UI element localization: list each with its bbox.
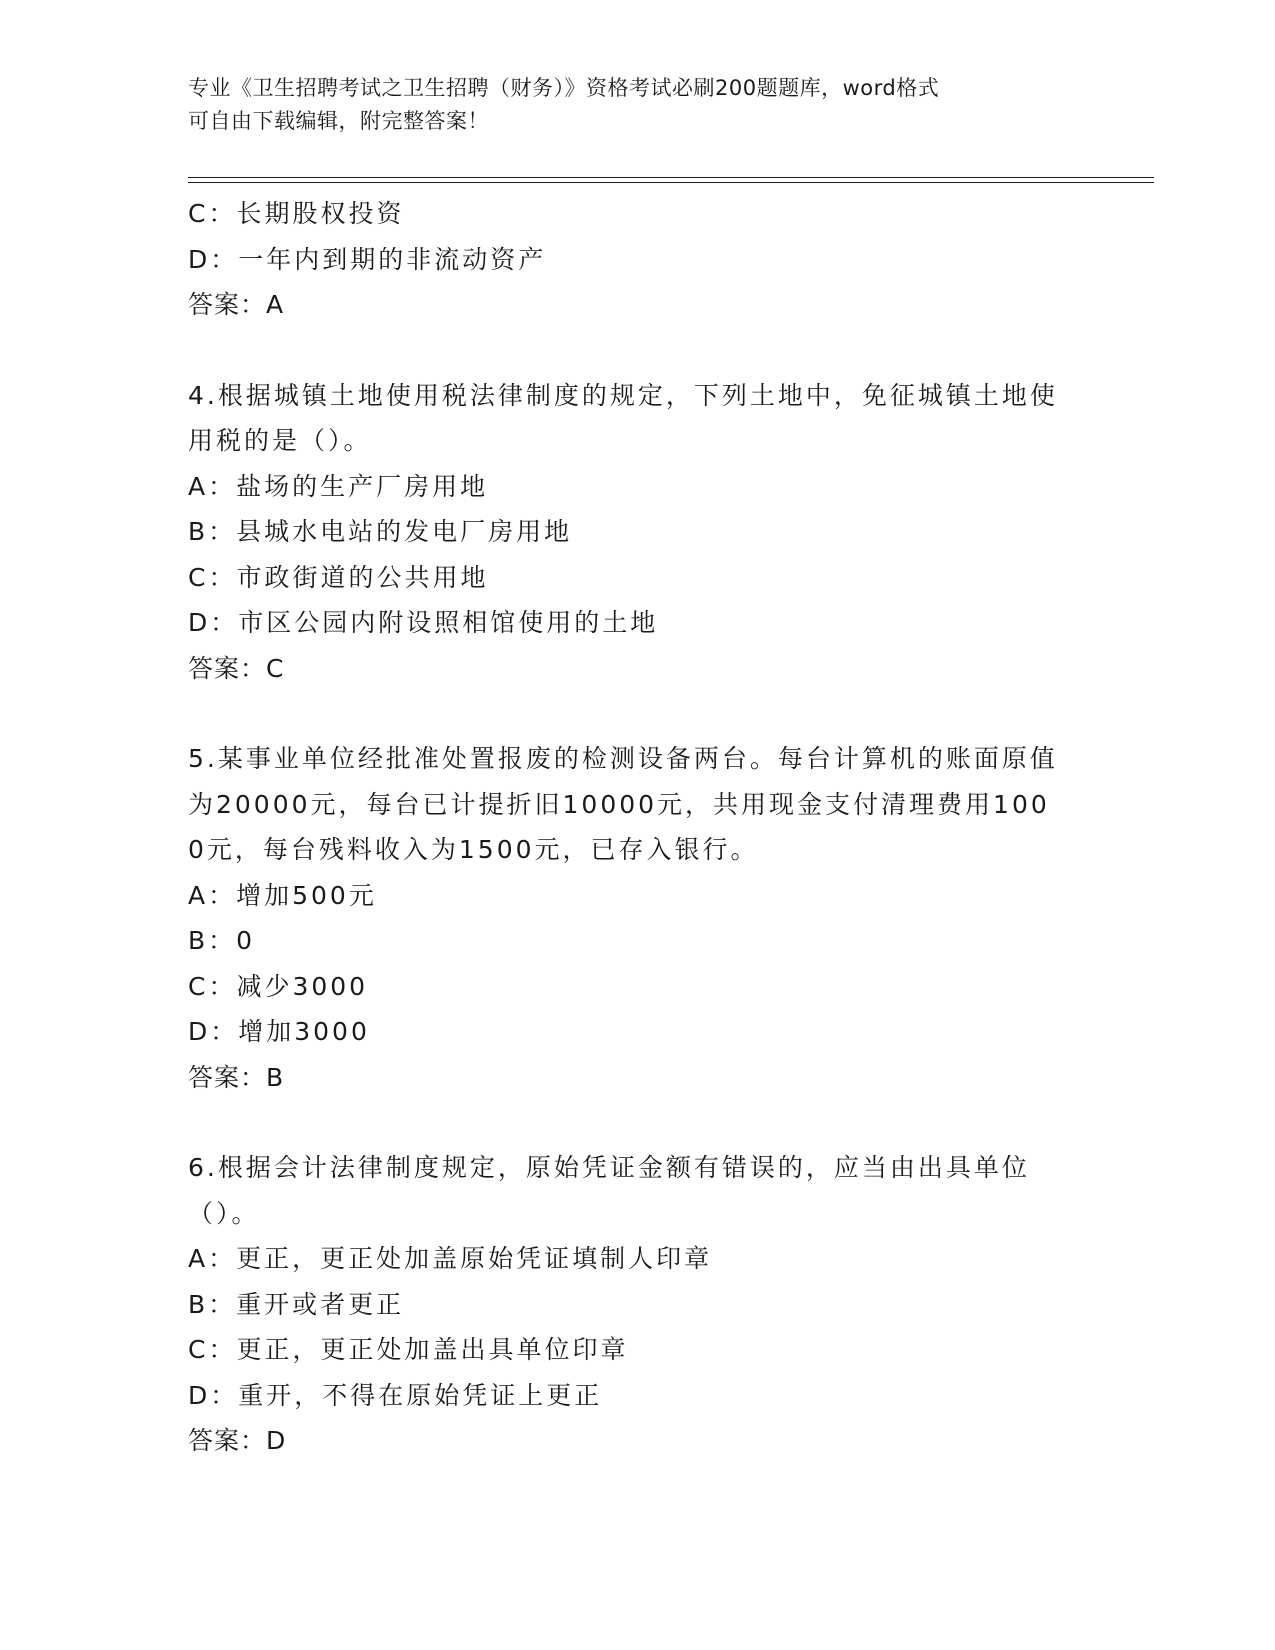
option-a: A：更正，更正处加盖原始凭证填制人印章 bbox=[188, 1244, 713, 1273]
document-header bbox=[188, 72, 1068, 138]
question-6 bbox=[188, 1145, 1068, 1464]
option-d: D：增加3000 bbox=[188, 1017, 370, 1046]
question-text: 5.某事业单位经批准处置报废的检测设备两台。每台计算机的账面原值为20000元，每台已计提折旧10000元，共用现金支付清理费用1000元，每台残料收入为1500元，已存入银行。 bbox=[188, 744, 1058, 864]
question-text: 6.根据会计法律制度规定，原始凭证金额有错误的，应当由出具单位（）。 bbox=[188, 1153, 1030, 1228]
question-4 bbox=[188, 373, 1068, 692]
option-d: D：市区公园内附设照相馆使用的土地 bbox=[188, 608, 659, 637]
answer: 答案：B bbox=[188, 1062, 285, 1092]
option-b: B：0 bbox=[188, 926, 256, 955]
answer: 答案：D bbox=[188, 1426, 287, 1455]
option-d: D：重开，不得在原始凭证上更正 bbox=[188, 1380, 603, 1410]
option-a: A：盐场的生产厂房用地 bbox=[188, 471, 489, 501]
question-3-continued bbox=[188, 191, 1068, 328]
spacer bbox=[188, 328, 1068, 373]
question-text: 4.根据城镇土地使用税法律制度的规定，下列土地中，免征城镇土地使用税的是（）。 bbox=[188, 380, 1058, 455]
spacer bbox=[188, 691, 1068, 736]
answer: 答案：C bbox=[188, 653, 285, 683]
header-divider-top bbox=[188, 177, 1154, 178]
question-5 bbox=[188, 736, 1068, 1100]
option-c: C：市政街道的公共用地 bbox=[188, 562, 489, 592]
option-b: B：重开或者更正 bbox=[188, 1289, 405, 1319]
option-a: A：增加500元 bbox=[188, 880, 377, 910]
header-line-2: 可自由下载编辑，附完整答案！ bbox=[188, 109, 489, 133]
option-b: B：县城水电站的发电厂房用地 bbox=[188, 517, 573, 546]
spacer bbox=[188, 1100, 1068, 1145]
header-divider-bottom bbox=[188, 182, 1154, 183]
option-c: C：长期股权投资 bbox=[188, 199, 405, 228]
header-line-1: 专业《卫生招聘考试之卫生招聘（财务）》资格考试必刷200题题库，word格式 bbox=[188, 76, 940, 100]
option-d: D：一年内到期的非流动资产 bbox=[188, 244, 547, 274]
question-list bbox=[188, 191, 1068, 1464]
option-c: C：减少3000 bbox=[188, 971, 369, 1001]
answer: 答案：A bbox=[188, 290, 285, 319]
option-c: C：更正，更正处加盖出具单位印章 bbox=[188, 1335, 629, 1364]
